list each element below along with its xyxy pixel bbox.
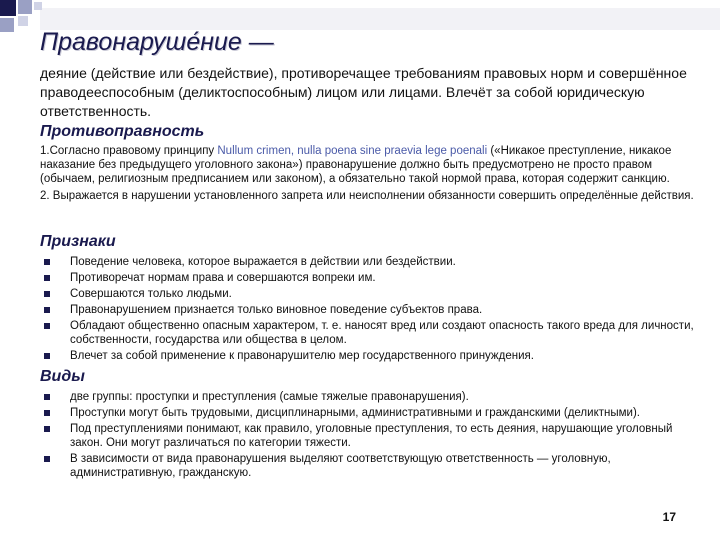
list-item: [44, 349, 694, 363]
bullet-icon: [44, 394, 50, 400]
list-item: [44, 271, 694, 285]
list-item: [44, 319, 694, 347]
bullet-icon: [44, 323, 50, 329]
bullet-icon: [44, 410, 50, 416]
bullet-icon: [44, 259, 50, 265]
bullet-icon: [44, 307, 50, 313]
deco-square: [0, 18, 14, 32]
bullet-icon: [44, 353, 50, 359]
definition-text: деяние (действие или бездействие), противоречащее требованиям правовых норм и совершённое праводееспособным (деликтоспособным) лицом или лицами. Влечёт за собой юридическую ответственность.: [40, 65, 687, 119]
list-item-text: В зависимости от вида правонарушения выделяют соответствующую ответственность — уголовную, административную, гражданскую.: [70, 453, 611, 479]
illegality-p1-start: 1.Согласно правовому принципу: [40, 145, 218, 157]
illegality-section: [40, 144, 695, 206]
deco-square: [34, 2, 42, 10]
illegality-paragraph-1: [40, 144, 695, 186]
list-item-text: Поведение человека, которое выражается в действии или бездействии.: [70, 256, 456, 268]
types-list: [44, 390, 694, 482]
page-number: 17: [662, 510, 676, 524]
list-item-text: Под преступлениями понимают, как правило, уголовные преступления, то есть деяния, нарушающие уголовный закон. Они могут различаться по категории тяжести.: [70, 423, 673, 449]
list-item: [44, 303, 694, 317]
list-item: [44, 390, 694, 404]
list-item: [44, 406, 694, 420]
page-title: Правонаруше́ние —: [40, 28, 274, 56]
list-item-text: Проступки могут быть трудовыми, дисциплинарными, административными и гражданскими (деликтными).: [70, 407, 640, 419]
signs-heading: Признаки: [40, 233, 116, 250]
list-item: [44, 452, 694, 480]
illegality-p1-end: («Никакое преступление, никакое наказание без предыдущего уголовного закона») правонарушение должно быть предусмотрено не просто правом (обычаем, религиозным предписанием или законом), а обязательно такой нормой права, которая содержит санкцию.: [40, 145, 672, 185]
bullet-icon: [44, 275, 50, 281]
list-item-text: Влечет за собой применение к правонарушителю мер государственного принуждения.: [70, 350, 534, 362]
latin-principle: Nullum crimen, nulla poena sine praevia lege poenali: [217, 145, 488, 157]
types-heading: Виды: [40, 368, 85, 385]
list-item-text: две группы: проступки и преступления (самые тяжелые правонарушения).: [70, 391, 469, 403]
deco-square: [0, 0, 16, 16]
list-item-text: Совершаются только людьми.: [70, 288, 232, 300]
list-item: [44, 255, 694, 269]
list-item: [44, 422, 694, 450]
list-item: [44, 287, 694, 301]
deco-square: [18, 0, 32, 14]
list-item-text: Правонарушением признается только виновное поведение субъектов права.: [70, 304, 483, 316]
header-band: [40, 8, 720, 30]
illegality-heading: Противоправность: [40, 123, 205, 140]
signs-list: [44, 255, 694, 365]
deco-square: [18, 16, 28, 26]
bullet-icon: [44, 426, 50, 432]
bullet-icon: [44, 291, 50, 297]
bullet-icon: [44, 456, 50, 462]
illegality-paragraph-2: 2. Выражается в нарушении установленного запрета или неисполнении обязанности совершить определённые действия.: [40, 190, 694, 202]
list-item-text: Противоречат нормам права и совершаются вопреки им.: [70, 272, 376, 284]
list-item-text: Обладают общественно опасным характером, т. е. наносят вред или создают опасность такого вреда для личности, собственности, государства или общества в целом.: [70, 320, 694, 346]
